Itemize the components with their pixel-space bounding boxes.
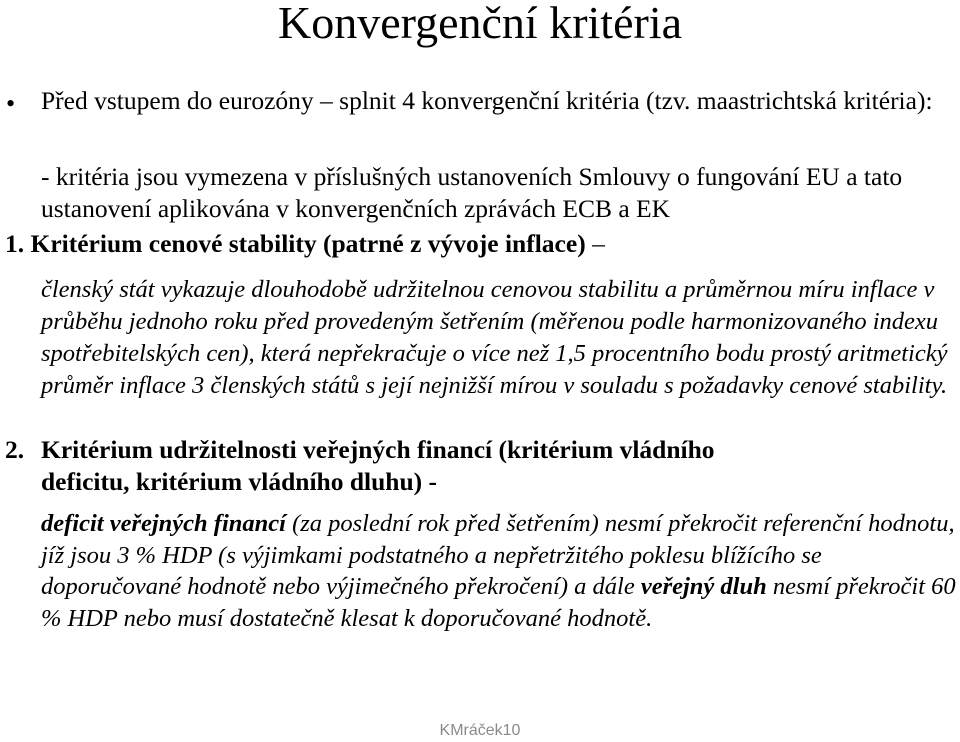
criterion-2-title-line1: Kritérium udržitelnosti veřejných financí (kritérium vládního [41,435,715,464]
slide-footer: KMráček10 [439,722,521,739]
intro-text: Před vstupem do eurozóny – splnit 4 konvergenční kritéria (tzv. maastrichtská kritéria): [41,86,933,115]
criterion-2-number: 2. [5,435,25,464]
criterion-2-heading [5,434,955,498]
criterion-2-title-line2: deficitu, kritérium vládního dluhu) - [41,467,438,496]
criterion-2-text-2: nesmí překročit 60 % HDP nebo musí dostatečně klesat k doporučované hodnotě. [41,573,956,632]
criterion-1-separator: – [592,229,605,258]
criterion-1-number: 1. [5,229,25,258]
criterion-2-text-1: (za poslední rok před šetřením) nesmí překročit referenční hodnotu, jíž jsou 3 % HDP (s výjimkami podstatného a nepřetržitého poklesu blížícího se doporučované hodnotě nebo výjimečného překročení) a dále [41,510,955,600]
criterion-1-heading [5,228,955,260]
criterion-1-title: Kritérium cenové stability (patrné z vývoje inflace) [30,229,586,258]
criterion-2-bold-debt: veřejný dluh [640,573,767,600]
intro-dash-text: - kritéria jsou vymezena v příslušných ustanoveních Smlouvy o fungování EU a tato ustanovení aplikována v konvergenčních zprávách ECB a EK [41,162,903,223]
slide-title: Konvergenční kritéria [277,0,683,48]
criterion-2-bold-deficit: deficit veřejných financí [41,510,286,537]
criterion-2-body [41,508,956,634]
criterion-1-body: členský stát vykazuje dlouhodobě udržitelnou cenovou stabilitu a průměrnou míru inflace v průběhu jednoho roku před provedeným šetřením (měřenou podle harmonizovaného indexu spotřebitelských cen), která nepřekračuje o více než 1,5 procentního bodu prostý aritmetický průměr inflace 3 členských států s její nejnižší mírou v souladu s požadavky cenové stability. [41,276,948,399]
bullet-icon: • [6,89,16,118]
